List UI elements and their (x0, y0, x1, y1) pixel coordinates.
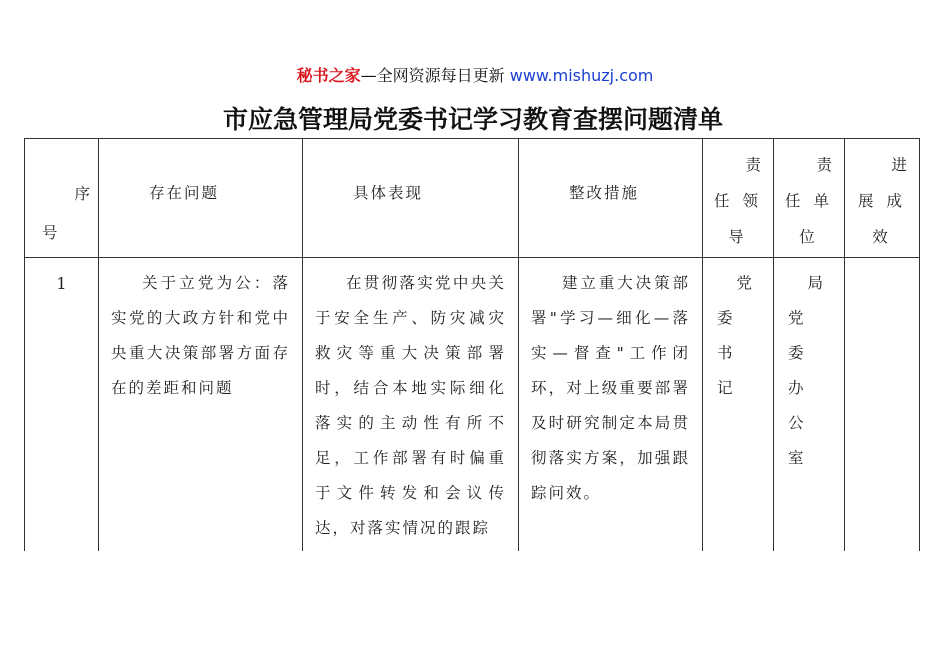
watermark-url[interactable]: www.mishuzj.com (509, 66, 654, 85)
watermark-brand: 秘书之家 (296, 66, 361, 85)
header-unit-label: 责 任 单 位 (785, 156, 836, 246)
table-row (25, 258, 920, 552)
cell-progress (845, 258, 920, 552)
cell-leader (703, 258, 774, 552)
progress-text (845, 258, 919, 266)
cell-unit (774, 258, 845, 552)
header-unit (774, 139, 845, 258)
cell-measure (519, 258, 703, 552)
document-title: 市应急管理局党委书记学习教育查摆问题清单 (222, 105, 723, 134)
header-leader (703, 139, 774, 258)
cell-detail (303, 258, 519, 552)
header-progress (845, 139, 920, 258)
header-detail (303, 139, 519, 258)
measure-text: 建立重大决策部署"学习—细化—落实—督查"工作闭环，对上级重要部署及时研究制定本局贯彻落实方案，加强跟踪问效。 (531, 274, 690, 502)
watermark-text: —全网资源每日更新 (360, 66, 505, 85)
header-progress-label: 进 展 成 效 (858, 156, 911, 246)
header-seq-char-1: 序 (74, 185, 90, 203)
header-leader-label: 责 任 领 导 (714, 156, 765, 246)
header-seq-char-2: 号 (42, 224, 58, 242)
header-seq (25, 139, 99, 258)
header-measure-label: 整改措施 (569, 184, 640, 202)
problem-list-table (24, 138, 920, 551)
header-issue (99, 139, 303, 258)
watermark (0, 63, 950, 86)
row-number: 1 (56, 274, 67, 293)
cell-seq (25, 258, 99, 552)
cell-issue (99, 258, 303, 552)
header-issue-label: 存在问题 (149, 184, 220, 202)
unit-text: 局 党 委 办 公 室 (788, 274, 832, 467)
header-measure (519, 139, 703, 258)
detail-text: 在贯彻落实党中央关于安全生产、防灾减灾救灾等重大决策部署时，结合本地实际细化落实的主动性有所不足，工作部署有时偏重于文件转发和会议传达，对落实情况的跟踪 (315, 274, 506, 537)
table-header-row (25, 139, 920, 258)
leader-text: 党 委 书 记 (717, 274, 761, 397)
header-detail-label: 具体表现 (353, 184, 424, 202)
issue-text: 关于立党为公：落实党的大政方针和党中央重大决策部署方面存在的差距和问题 (111, 274, 290, 397)
